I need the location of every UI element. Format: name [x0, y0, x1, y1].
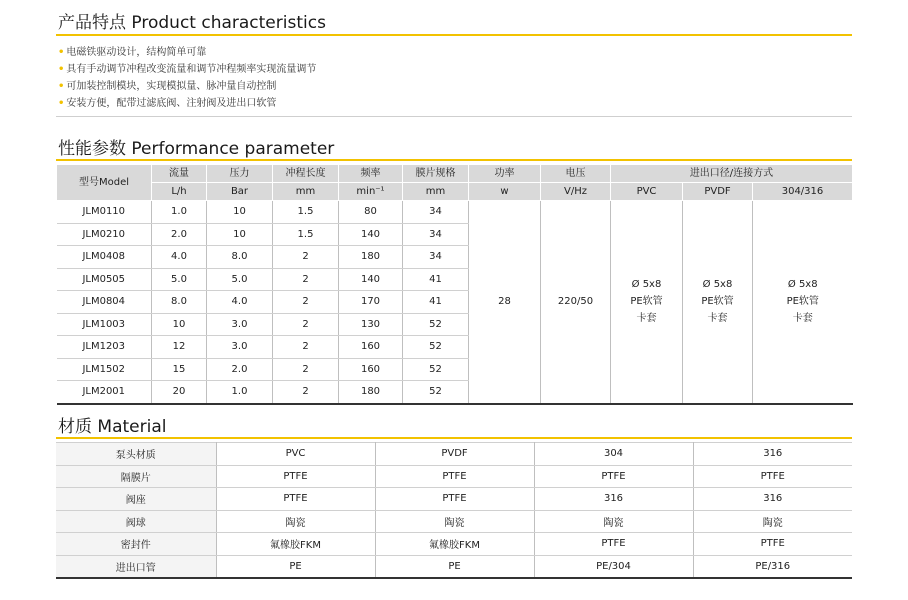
- cell-stroke: 2: [273, 336, 339, 359]
- cell-pvc: PE: [216, 555, 375, 578]
- col-pvc: PVC: [611, 183, 683, 201]
- cell-connection-pvdf: Ø 5x8 PE软管 卡套: [683, 201, 753, 404]
- cell-diaphragm: 52: [403, 313, 469, 336]
- cell-stroke: 1.5: [273, 201, 339, 224]
- cell-pressure: 10: [207, 223, 273, 246]
- cell-304: 陶瓷: [534, 510, 693, 533]
- cell-model: JLM0804: [57, 291, 152, 314]
- performance-title-rule: [56, 159, 852, 161]
- performance-table: [56, 164, 853, 405]
- cell-pvc: 氟橡胶FKM: [216, 533, 375, 556]
- col-model: 型号Model: [57, 165, 152, 201]
- bullet-icon: •: [58, 81, 65, 92]
- cell-pvdf: PVDF: [375, 443, 534, 466]
- cell-stroke: 2: [273, 381, 339, 404]
- col-frequency: 频率: [339, 165, 403, 183]
- cell-304: 316: [534, 488, 693, 511]
- cell-stroke: 1.5: [273, 223, 339, 246]
- cell-pvc: PTFE: [216, 488, 375, 511]
- cell-stroke: 2: [273, 246, 339, 269]
- cell-316: 陶瓷: [693, 510, 852, 533]
- cell-part: 泵头材质: [56, 443, 216, 466]
- col-diaphragm: 膜片规格: [403, 165, 469, 183]
- cell-part: 密封件: [56, 533, 216, 556]
- cell-pvdf: 氟橡胶FKM: [375, 533, 534, 556]
- cell-frequency: 130: [339, 313, 403, 336]
- col-flow-unit: L/h: [152, 183, 207, 201]
- cell-316: 316: [693, 443, 852, 466]
- cell-pvdf: 陶瓷: [375, 510, 534, 533]
- cell-diaphragm: 34: [403, 246, 469, 269]
- col-304-316: 304/316: [753, 183, 853, 201]
- col-frequency-unit: min⁻¹: [339, 183, 403, 201]
- cell-stroke: 2: [273, 313, 339, 336]
- feature-item: • 电磁铁驱动设计，结构简单可靠: [58, 47, 207, 58]
- cell-frequency: 180: [339, 246, 403, 269]
- cell-316: PTFE: [693, 465, 852, 488]
- cell-diaphragm: 34: [403, 201, 469, 224]
- cell-stroke: 2: [273, 268, 339, 291]
- cell-pressure: 3.0: [207, 336, 273, 359]
- cell-304: PTFE: [534, 465, 693, 488]
- table-row: [56, 510, 852, 533]
- cell-pressure: 1.0: [207, 381, 273, 404]
- cell-pvc: PTFE: [216, 465, 375, 488]
- cell-model: JLM0210: [57, 223, 152, 246]
- cell-diaphragm: 41: [403, 291, 469, 314]
- cell-stroke: 2: [273, 358, 339, 381]
- cell-pressure: 8.0: [207, 246, 273, 269]
- cell-pressure: 4.0: [207, 291, 273, 314]
- cell-frequency: 180: [339, 381, 403, 404]
- features-divider: [56, 116, 852, 117]
- cell-frequency: 80: [339, 201, 403, 224]
- cell-diaphragm: 52: [403, 336, 469, 359]
- col-pvdf: PVDF: [683, 183, 753, 201]
- table-row: [56, 533, 852, 556]
- col-power-unit: w: [469, 183, 541, 201]
- table-row: [56, 488, 852, 511]
- cell-pressure: 5.0: [207, 268, 273, 291]
- feature-item: • 具有手动调节冲程改变流量和调节冲程频率实现流量调节: [58, 64, 317, 75]
- cell-flow: 5.0: [152, 268, 207, 291]
- cell-flow: 20: [152, 381, 207, 404]
- cell-model: JLM1203: [57, 336, 152, 359]
- cell-304: PE/304: [534, 555, 693, 578]
- performance-header-row: [57, 165, 853, 183]
- cell-model: JLM1003: [57, 313, 152, 336]
- cell-flow: 1.0: [152, 201, 207, 224]
- col-flow: 流量: [152, 165, 207, 183]
- cell-frequency: 170: [339, 291, 403, 314]
- cell-part: 阀座: [56, 488, 216, 511]
- cell-stroke: 2: [273, 291, 339, 314]
- cell-part: 进出口管: [56, 555, 216, 578]
- cell-pressure: 10: [207, 201, 273, 224]
- cell-flow: 8.0: [152, 291, 207, 314]
- cell-flow: 10: [152, 313, 207, 336]
- cell-pvdf: PTFE: [375, 488, 534, 511]
- cell-frequency: 140: [339, 268, 403, 291]
- features-title: 产品特点 Product characteristics: [58, 13, 326, 33]
- table-row: [56, 465, 852, 488]
- table-row: [56, 443, 852, 466]
- table-row: [57, 201, 853, 224]
- cell-voltage: 220/50: [541, 201, 611, 404]
- cell-model: JLM0408: [57, 246, 152, 269]
- cell-diaphragm: 34: [403, 223, 469, 246]
- cell-model: JLM1502: [57, 358, 152, 381]
- col-voltage-unit: V/Hz: [541, 183, 611, 201]
- material-title: 材质 Material: [58, 417, 167, 437]
- performance-title: 性能参数 Performance parameter: [58, 139, 335, 159]
- cell-304: PTFE: [534, 533, 693, 556]
- cell-diaphragm: 52: [403, 381, 469, 404]
- cell-flow: 12: [152, 336, 207, 359]
- cell-flow: 15: [152, 358, 207, 381]
- col-diaphragm-unit: mm: [403, 183, 469, 201]
- material-title-rule: [56, 437, 852, 439]
- cell-part: 阀球: [56, 510, 216, 533]
- cell-model: JLM0110: [57, 201, 152, 224]
- material-table: [56, 442, 852, 579]
- cell-304: 304: [534, 443, 693, 466]
- cell-316: PE/316: [693, 555, 852, 578]
- bullet-icon: •: [58, 64, 65, 75]
- col-pressure-unit: Bar: [207, 183, 273, 201]
- col-power: 功率: [469, 165, 541, 183]
- cell-316: 316: [693, 488, 852, 511]
- feature-item: • 安装方便，配带过滤底阀、注射阀及进出口软管: [58, 98, 277, 109]
- cell-model: JLM2001: [57, 381, 152, 404]
- cell-pvc: 陶瓷: [216, 510, 375, 533]
- table-row: [56, 555, 852, 578]
- performance-subheader-row: [57, 183, 853, 201]
- col-voltage: 电压: [541, 165, 611, 183]
- cell-pressure: 2.0: [207, 358, 273, 381]
- cell-connection-ss: Ø 5x8 PE软管 卡套: [753, 201, 853, 404]
- cell-frequency: 160: [339, 358, 403, 381]
- col-pressure: 压力: [207, 165, 273, 183]
- cell-part: 隔膜片: [56, 465, 216, 488]
- cell-flow: 2.0: [152, 223, 207, 246]
- cell-diaphragm: 41: [403, 268, 469, 291]
- cell-frequency: 160: [339, 336, 403, 359]
- bullet-icon: •: [58, 47, 65, 58]
- cell-frequency: 140: [339, 223, 403, 246]
- col-stroke: 冲程长度: [273, 165, 339, 183]
- cell-pvc: PVC: [216, 443, 375, 466]
- cell-pvdf: PE: [375, 555, 534, 578]
- cell-flow: 4.0: [152, 246, 207, 269]
- cell-316: PTFE: [693, 533, 852, 556]
- bullet-icon: •: [58, 98, 65, 109]
- cell-power: 28: [469, 201, 541, 404]
- feature-item: • 可加装控制模块，实现模拟量、脉冲量自动控制: [58, 81, 277, 92]
- cell-model: JLM0505: [57, 268, 152, 291]
- col-stroke-unit: mm: [273, 183, 339, 201]
- features-title-rule: [56, 34, 852, 36]
- cell-pvdf: PTFE: [375, 465, 534, 488]
- cell-diaphragm: 52: [403, 358, 469, 381]
- col-connection: 进出口径/连接方式: [611, 165, 853, 183]
- cell-connection-pvc: Ø 5x8 PE软管 卡套: [611, 201, 683, 404]
- cell-pressure: 3.0: [207, 313, 273, 336]
- features-list: [58, 44, 316, 112]
